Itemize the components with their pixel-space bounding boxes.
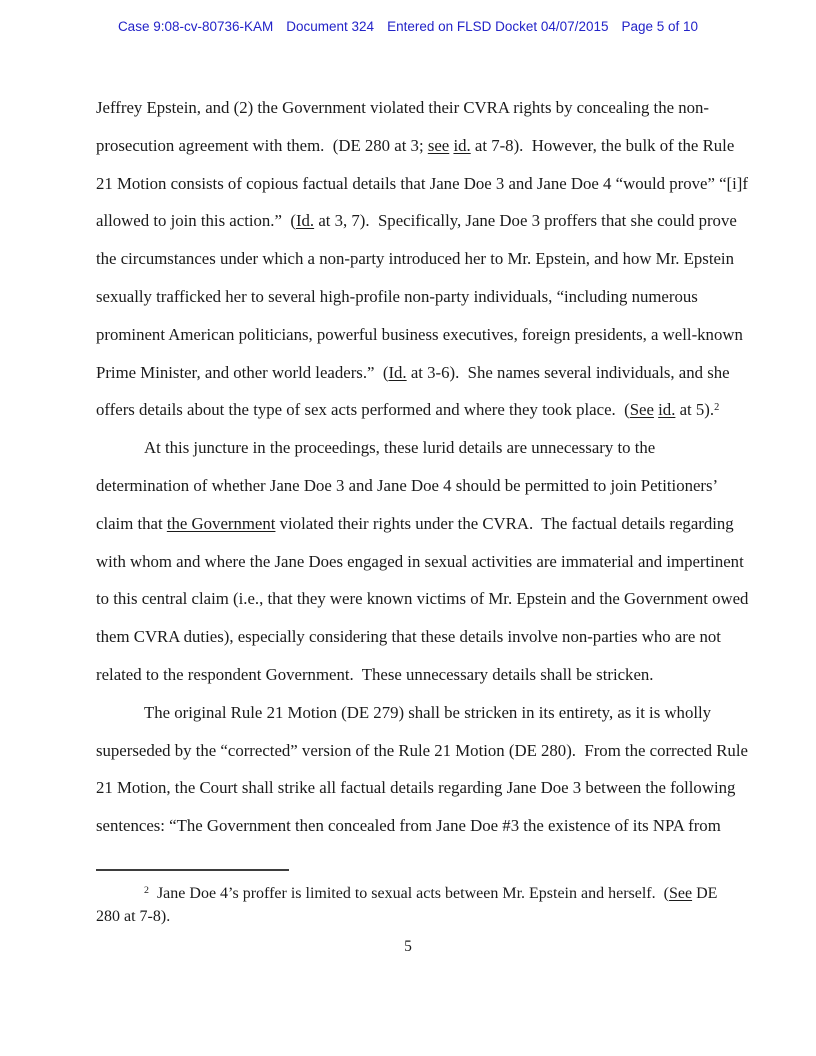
text-line xyxy=(96,505,734,543)
text-segment: Prime Minister, and other world leaders.” ( xyxy=(96,362,389,382)
docket-stamp-entered: Entered on FLSD Docket 04/07/2015 xyxy=(387,19,609,34)
citation-underlined: Id. xyxy=(388,362,407,382)
text-segment: allowed to join this action.” ( xyxy=(96,211,296,231)
text-line xyxy=(96,906,736,929)
text-segment: 21 Motion consists of copious factual details that Jane Doe 3 and Jane Doe 4 “would prove” “[i]f xyxy=(96,173,748,193)
text-segment: prosecution agreement with them. (DE 280 at 3; xyxy=(96,135,428,155)
citation-underlined: See xyxy=(668,885,693,902)
text-line xyxy=(96,391,722,429)
text-line xyxy=(96,807,722,845)
text-segment: violated their rights under the CVRA. The factual details regarding xyxy=(275,513,734,533)
text-segment: claim that xyxy=(96,513,167,533)
text-line xyxy=(96,580,749,618)
text-segment: 21 Motion, the Court shall strike all factual details regarding Jane Doe 3 between the following xyxy=(96,778,736,798)
text-line xyxy=(96,202,737,240)
text-line xyxy=(96,694,722,732)
text-segment: prominent American politicians, powerful business executives, foreign presidents, a well-known xyxy=(96,324,743,344)
text-line xyxy=(96,543,744,581)
citation-underlined: Id. xyxy=(295,211,315,231)
text-line xyxy=(96,89,722,127)
text-line xyxy=(96,429,722,467)
text-line xyxy=(96,769,736,807)
text-line xyxy=(96,127,735,165)
text-line xyxy=(96,240,734,278)
text-segment: to this central claim (i.e., that they were known victims of Mr. Epstein and the Government owed xyxy=(96,589,749,609)
paragraph xyxy=(96,429,749,694)
paragraph xyxy=(96,694,748,845)
text-segment: DE xyxy=(692,885,718,902)
text-segment: at 7-8). However, the bulk of the Rule xyxy=(470,135,735,155)
footnote-separator-rule xyxy=(96,869,289,871)
page-number: 5 xyxy=(404,938,412,955)
text-segment: Jeffrey Epstein, and (2) the Government violated their CVRA rights by concealing the non- xyxy=(96,98,709,117)
text-line xyxy=(96,656,722,694)
text-line xyxy=(96,467,722,505)
text-line xyxy=(96,316,743,354)
document-body xyxy=(96,89,749,845)
docket-stamp-header xyxy=(0,19,816,34)
text-segment: determination of whether Jane Doe 3 and Jane Doe 4 should be permitted to join Petitioners’ xyxy=(96,475,719,495)
text-segment: Jane Doe 4’s proffer is limited to sexual acts between Mr. Epstein and herself. ( xyxy=(148,885,669,902)
text-line xyxy=(96,165,748,203)
text-line xyxy=(96,732,748,770)
citation-underlined: id. xyxy=(453,135,471,155)
citation-underlined: see xyxy=(427,135,450,155)
citation-underlined: id. xyxy=(658,400,676,420)
text-line xyxy=(96,278,722,316)
footnote-reference: 2 xyxy=(144,884,149,896)
text-segment: at 3-6). She names several individuals, and she xyxy=(406,362,730,382)
text-segment: at 5). xyxy=(675,400,715,420)
citation-underlined: See xyxy=(629,400,654,420)
citation-underlined: the Government xyxy=(166,513,276,533)
docket-stamp-document: Document 324 xyxy=(286,19,375,34)
text-line xyxy=(96,883,736,906)
docket-stamp-case: Case 9:08-cv-80736-KAM xyxy=(117,19,274,34)
text-segment: sentences: “The Government then concealed from Jane Doe #3 the existence of its NPA from xyxy=(96,816,721,836)
text-line xyxy=(96,354,730,392)
text-segment: the circumstances under which a non-party introduced her to Mr. Epstein, and how Mr. Epstein xyxy=(96,249,734,269)
text-segment: them CVRA duties), especially considering that these details involve non-parties who are not xyxy=(96,627,721,647)
text-segment: sexually trafficked her to several high-profile non-party individuals, “including numerous xyxy=(96,286,698,306)
text-segment: with whom and where the Jane Does engaged in sexual activities are immaterial and impertinent xyxy=(96,551,744,571)
text-segment: offers details about the type of sex acts performed and where they took place. ( xyxy=(96,400,630,420)
text-segment: 280 at 7-8). xyxy=(96,907,171,925)
text-segment: related to the respondent Government. These unnecessary details shall be stricken. xyxy=(96,664,654,684)
text-line xyxy=(96,618,722,656)
text-segment: At this juncture in the proceedings, these lurid details are unnecessary to the xyxy=(144,438,656,458)
docket-stamp-page: Page 5 of 10 xyxy=(621,19,699,34)
footnote-reference: 2 xyxy=(714,401,720,413)
footnote xyxy=(96,883,736,928)
paragraph xyxy=(96,89,748,429)
text-segment: The original Rule 21 Motion (DE 279) shall be stricken in its entirety, as it is wholly xyxy=(144,702,712,722)
text-segment: at 3, 7). Specifically, Jane Doe 3 proffers that she could prove xyxy=(314,211,737,231)
text-segment: superseded by the “corrected” version of the Rule 21 Motion (DE 280). From the corrected Rule xyxy=(96,740,748,760)
